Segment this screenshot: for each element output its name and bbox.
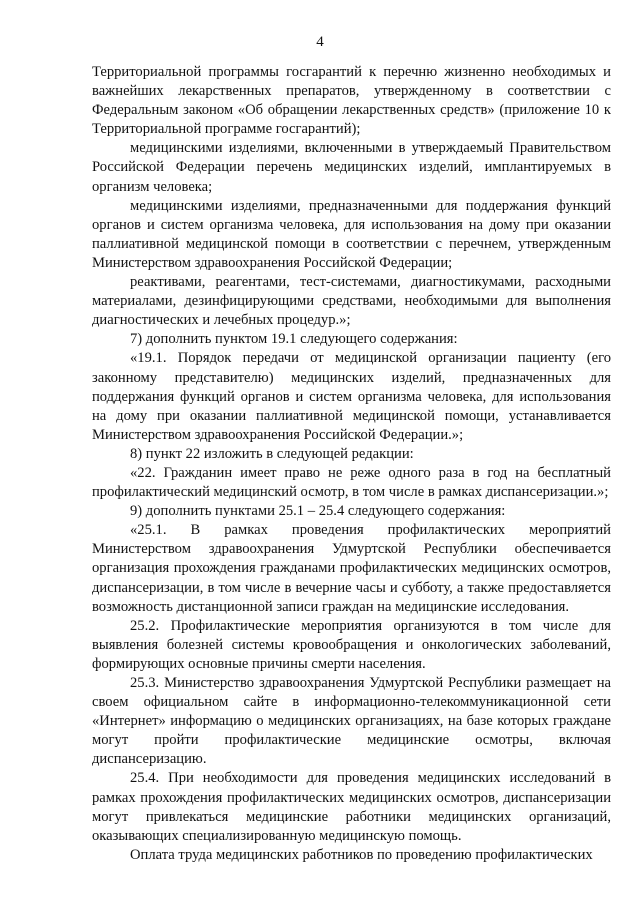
paragraph: реактивами, реагентами, тест-системами, диагностикумами, расходными материалами, дезинфицирующими средствами, необходимыми для выполнения диагностических и лечебных процедур.»; [92, 274, 611, 329]
paragraph: медицинскими изделиями, предназначенными для поддержания функций органов и систем организма человека, для использования на дому при оказании паллиативной медицинской помощи в соответствии с перечнем, утвержденным Министерством здравоохранения Российской Федерации; [92, 197, 611, 271]
document-body [92, 63, 611, 865]
paragraph: «25.1. В рамках проведения профилактических мероприятий Министерством здравоохранения Удмуртской Республики обеспечивается организация прохождения гражданами профилактических медицинских осмотров, диспансеризации, в том числе в вечерние часы и субботу, а также предоставляется возможность дистанционной записи граждан на медицинские исследования. [92, 522, 611, 615]
paragraph: 8) пункт 22 изложить в следующей редакции: [130, 445, 414, 462]
paragraph: 7) дополнить пунктом 19.1 следующего содержания: [130, 331, 458, 348]
paragraph: 25.3. Министерство здравоохранения Удмуртской Республики размещает на своем официальном сайте в информационно-телекоммуникационной сети «Интернет» информацию о медицинских организациях, на базе которых граждане могут пройти профилактические медицинские осмотры, включая диспансеризацию. [92, 675, 611, 768]
paragraph: Территориальной программы госгарантий к перечню жизненно необходимых и важнейших лекарственных препаратов, утвержденному в соответствии с Федеральным законом «Об обращении лекарственных средств» (приложение 10 к Территориальной программе госгарантий); [92, 64, 611, 138]
paragraph: Оплата труда медицинских работников по проведению профилактических [130, 846, 593, 863]
paragraph: 25.4. При необходимости для проведения медицинских исследований в рамках прохождения профилактических медицинских осмотров, диспансеризации могут привлекаться медицинские работники медицинских организаций, оказывающих специализированную медицинскую помощь. [92, 770, 611, 844]
paragraph: «19.1. Порядок передачи от медицинской организации пациенту (его законному представителю) медицинских изделий, предназначенных для поддержания функций органов и систем организма человека, для использования на дому при оказании паллиативной медицинской помощи, устанавливается Министерством здравоохранения Российской Федерации.»; [92, 350, 611, 443]
paragraph: «22. Гражданин имеет право не реже одного раза в год на бесплатный профилактический медицинский осмотр, в том числе в рамках диспансеризации.»; [92, 464, 611, 501]
paragraph: 9) дополнить пунктами 25.1 – 25.4 следующего содержания: [130, 503, 506, 520]
page-number: 4 [316, 34, 324, 50]
paragraph: медицинскими изделиями, включенными в утверждаемый Правительством Российской Федерации перечень медицинских изделий, имплантируемых в организм человека; [92, 140, 611, 195]
paragraph: 25.2. Профилактические мероприятия организуются в том числе для выявления болезней системы кровообращения и онкологических заболеваний, формирующих основные причины смерти населения. [92, 617, 611, 672]
